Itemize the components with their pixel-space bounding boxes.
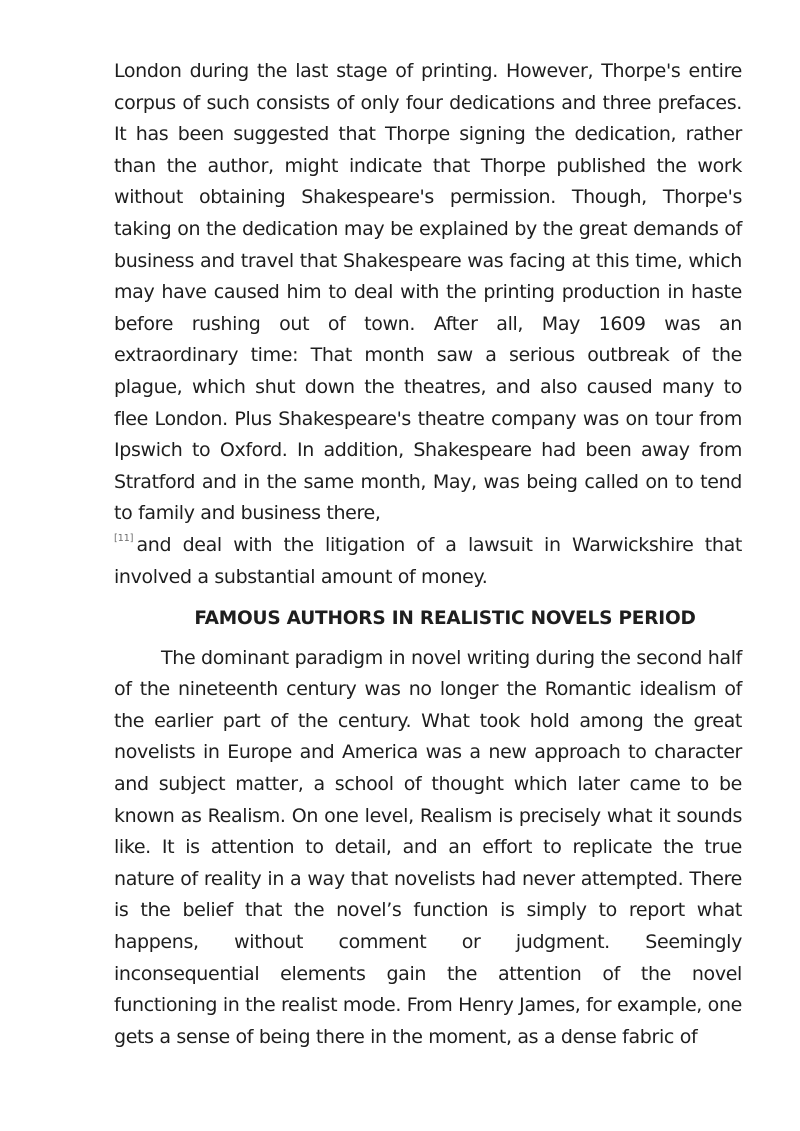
- paragraph-text: London during the last stage of printing. However, Thorpe's entire corpus of such consists of only four dedications and three prefaces. It has been suggested that Thorpe signing the dedication, rather than the author, might indicate that Thorpe published the work without obtaining Shakespeare's permission. Though, Thorpe's taking on the dedication may be explained by the great demands of business and travel that Shakespeare was facing at this time, which may have caused him to deal with the printing production in haste before rushing out of town. After all, May 1609 was an extraordinary time: That month saw a serious outbreak of the plague, which shut down the theatres, and also caused many to flee London. Plus Shakespeare's theatre company was on tour from Ipswich to Oxford. In addition, Shakespeare had been away from Stratford and in the same month, May, was being called on to tend to family and business there,: [114, 60, 742, 525]
- body-paragraph-2: The dominant paradigm in novel writing during the second half of the nineteenth century was no longer the Romantic idealism of the earlier part of the century. What took hold among the great novelists in Europe and America was a new approach to character and subject matter, a school of thought which later came to be known as Realism. On one level, Realism is precisely what it sounds like. It is attention to detail, and an effort to replicate the true nature of reality in a way that novelists had never attempted. There is the belief that the novel’s function is simply to report what happens, without comment or judgment. Seemingly inconsequential elements gain the attention of the novel functioning in the realist mode. From Henry James, for example, one gets a sense of being there in the moment, as a dense fabric of: [114, 646, 742, 1048]
- document-page: [114, 56, 742, 1053]
- citation-reference[interactable]: [11]: [114, 532, 134, 544]
- paragraph-text-continued: and deal with the litigation of a lawsuit in Warwickshire that involved a substantial amount of money.: [114, 533, 742, 588]
- section-heading: FAMOUS AUTHORS IN REALISTIC NOVELS PERIOD: [194, 608, 696, 630]
- body-paragraph: [114, 56, 742, 593]
